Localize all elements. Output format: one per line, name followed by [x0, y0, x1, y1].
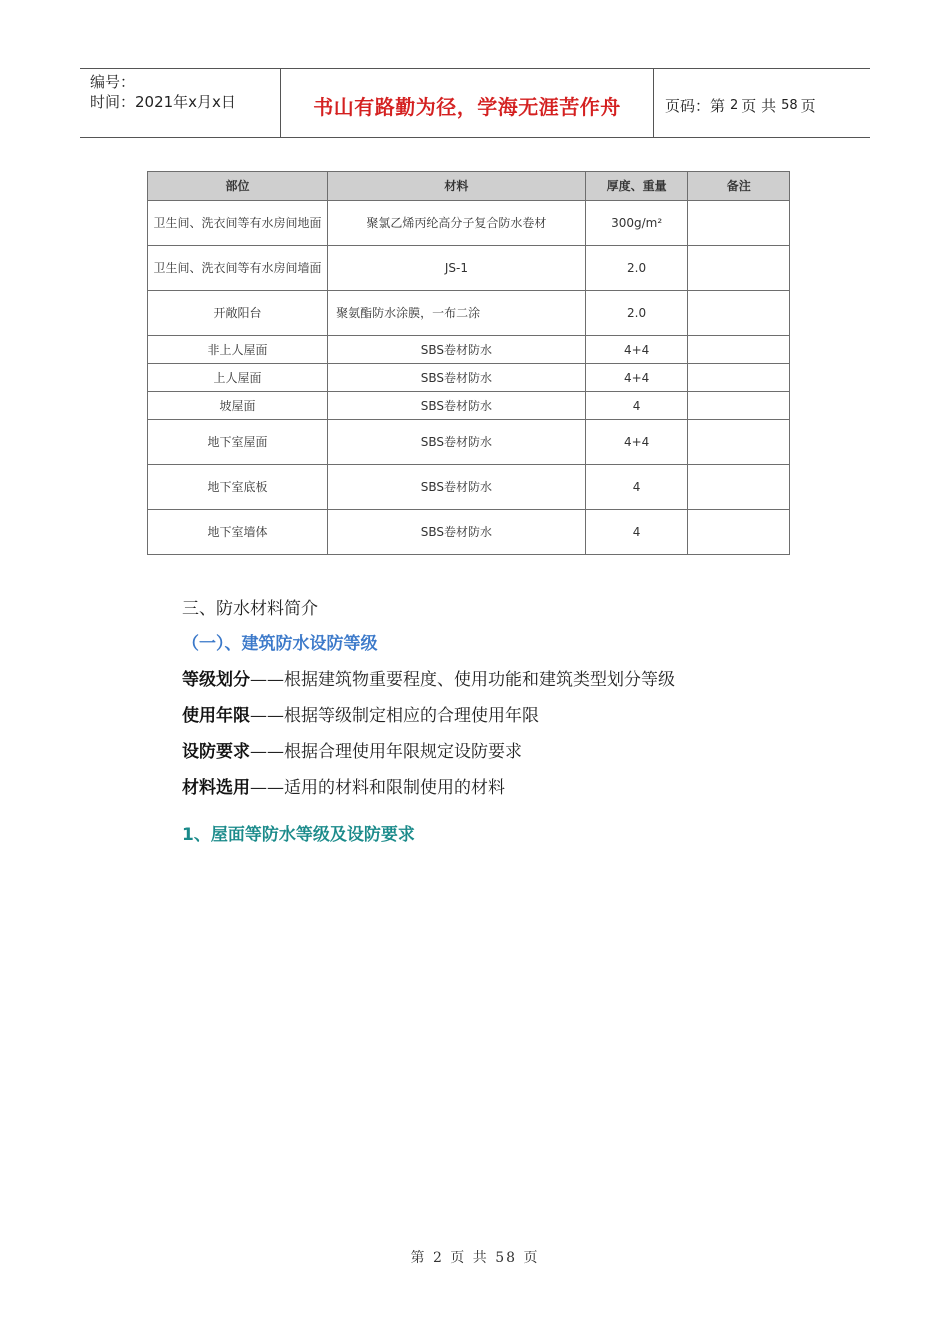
cell-part: 地下室屋面 — [148, 420, 328, 465]
col-header-material: 材料 — [328, 172, 586, 201]
cell-material: SBS卷材防水 — [328, 510, 586, 555]
page-suffix: 页 — [800, 96, 816, 115]
table-row — [148, 291, 790, 336]
table-row — [148, 201, 790, 246]
cell-material: SBS卷材防水 — [328, 420, 586, 465]
page-number: 2 — [730, 97, 739, 113]
header-page-info — [654, 69, 870, 137]
table-row — [148, 465, 790, 510]
definition-desc: ——根据建筑物重要程度、使用功能和建筑类型划分等级 — [250, 670, 675, 690]
cell-part: 上人屋面 — [148, 364, 328, 392]
cell-note — [688, 201, 790, 246]
cell-note — [688, 364, 790, 392]
page-mid: 页 共 — [741, 96, 777, 115]
definition-desc: ——适用的材料和限制使用的材料 — [250, 778, 505, 798]
cell-thickness: 2.0 — [585, 291, 688, 336]
waterproof-material-table — [147, 171, 790, 555]
cell-thickness: 300g/m² — [585, 201, 688, 246]
header-motto: 书山有路勤为径，学海无涯苦作舟 — [281, 69, 654, 137]
cell-material: 聚氨酯防水涂膜，一布二涂 — [328, 291, 586, 336]
col-header-part: 部位 — [148, 172, 328, 201]
definition-item — [182, 701, 539, 726]
cell-note — [688, 392, 790, 420]
definition-term: 材料选用 — [182, 778, 250, 798]
table-row — [148, 246, 790, 291]
definition-desc: ——根据等级制定相应的合理使用年限 — [250, 706, 539, 726]
page-footer: 第 2 页 共 58 页 — [410, 1250, 540, 1266]
cell-material: SBS卷材防水 — [328, 392, 586, 420]
cell-thickness: 4 — [585, 465, 688, 510]
cell-part: 卫生间、洗衣间等有水房间地面 — [148, 201, 328, 246]
heading-roof-waterproof: 1、屋面等防水等级及设防要求 — [182, 825, 415, 845]
table-header-row — [148, 172, 790, 201]
col-header-note: 备注 — [688, 172, 790, 201]
definition-term: 使用年限 — [182, 706, 250, 726]
cell-part: 开敞阳台 — [148, 291, 328, 336]
definition-item — [182, 665, 675, 690]
subsection-title: （一）、建筑防水设防等级 — [182, 634, 378, 654]
cell-thickness: 4+4 — [585, 420, 688, 465]
cell-material: JS-1 — [328, 246, 586, 291]
cell-thickness: 2.0 — [585, 246, 688, 291]
cell-material: SBS卷材防水 — [328, 336, 586, 364]
cell-part: 非上人屋面 — [148, 336, 328, 364]
cell-thickness: 4 — [585, 392, 688, 420]
definition-item — [182, 773, 505, 798]
cell-note — [688, 336, 790, 364]
definition-desc: ——根据合理使用年限规定设防要求 — [250, 742, 522, 762]
cell-material: 聚氯乙烯丙纶高分子复合防水卷材 — [328, 201, 586, 246]
definition-term: 等级划分 — [182, 670, 250, 690]
cell-note — [688, 465, 790, 510]
table-row — [148, 420, 790, 465]
cell-note — [688, 420, 790, 465]
cell-part: 地下室墙体 — [148, 510, 328, 555]
page-header — [80, 68, 870, 138]
table-row — [148, 336, 790, 364]
cell-material: SBS卷材防水 — [328, 364, 586, 392]
header-meta — [80, 69, 281, 137]
section-title: 三、防水材料简介 — [182, 599, 318, 619]
cell-note — [688, 291, 790, 336]
col-header-thickness: 厚度、重量 — [585, 172, 688, 201]
cell-part: 坡屋面 — [148, 392, 328, 420]
table-row — [148, 510, 790, 555]
cell-thickness: 4 — [585, 510, 688, 555]
cell-note — [688, 246, 790, 291]
table-row — [148, 364, 790, 392]
page-total: 58 — [781, 97, 798, 113]
cell-thickness: 4+4 — [585, 336, 688, 364]
page-prefix: 页码：第 — [665, 96, 726, 115]
code-label: 编号： — [90, 73, 136, 91]
cell-thickness: 4+4 — [585, 364, 688, 392]
definition-item — [182, 737, 522, 762]
time-label: 时间：2021年x月x日 — [90, 93, 236, 111]
definition-term: 设防要求 — [182, 742, 250, 762]
table-row — [148, 392, 790, 420]
cell-note — [688, 510, 790, 555]
cell-material: SBS卷材防水 — [328, 465, 586, 510]
cell-part: 地下室底板 — [148, 465, 328, 510]
cell-part: 卫生间、洗衣间等有水房间墙面 — [148, 246, 328, 291]
